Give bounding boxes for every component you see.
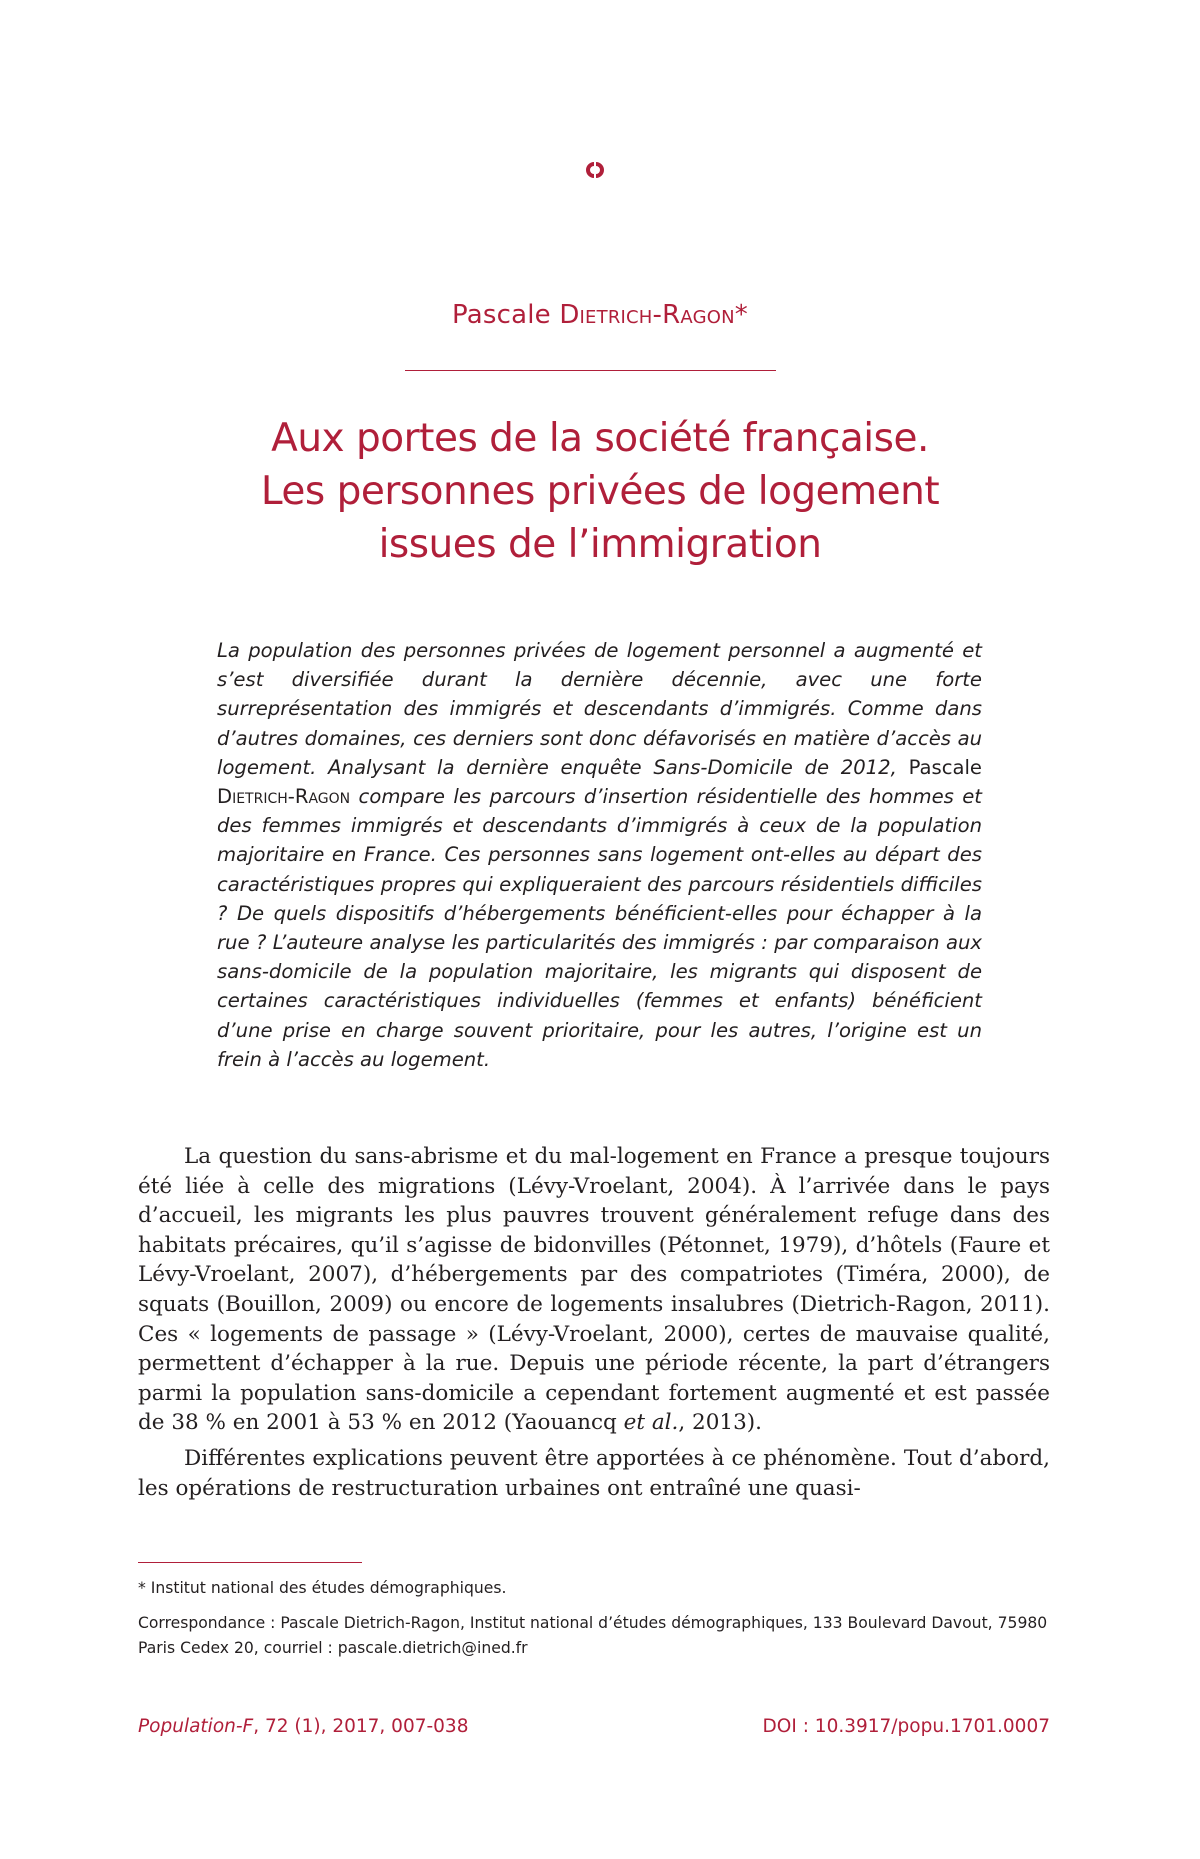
abstract-text-part-2: compare les parcours d’insertion résidentielle des hommes et des femmes immigrés et descendants d’immigrés à ceux de la population majoritaire en France. Ces personnes sans logement ont-elles au départ des caractéristiques propres qui expliqueraient des parcours résidentiels difficiles ? De quels dispositifs d’hébergements bénéficient-elles pour échapper à la rue ? L’auteure analyse les particularités des immigrés : par comparaison aux sans-domicile de la population majoritaire, les migrants qui disposent de certaines caractéristiques individuelles (femmes et enfants) bénéficient d’une prise en charge souvent prioritaire, pour les autres, l’origine est un frein à l’accès au logement. (217, 785, 982, 1071)
footer-citation (138, 1716, 468, 1737)
body-paragraph-1 (138, 1142, 1050, 1438)
article-body (138, 1142, 1050, 1503)
footnote-affiliation: * Institut national des études démographiques. (138, 1579, 507, 1597)
footnotes (138, 1576, 1050, 1661)
body-paragraph-1-end: , 2013). (678, 1410, 762, 1436)
footnote-divider (138, 1562, 362, 1563)
title-line-2: Les personnes privées de logement (260, 469, 940, 514)
author-name (0, 300, 1200, 330)
abstract-author-given: Pascale (908, 755, 982, 779)
title-line-3: issues de l’immigration (378, 522, 822, 567)
title-line-1: Aux portes de la société française. (271, 416, 929, 461)
body-paragraph-1-etal: et al. (623, 1410, 679, 1436)
author-family-name: Dietrich-Ragon (559, 300, 735, 330)
footer-citation-details: , 72 (1), 2017, 007-038 (253, 1716, 469, 1737)
footer-doi: DOI : 10.3917/popu.1701.0007 (762, 1716, 1050, 1737)
journal-ornament-icon (585, 160, 605, 180)
article-title (180, 412, 1020, 571)
body-paragraph-2: Différentes explications peuvent être apportées à ce phénomène. Tout d’abord, les opérations de restructuration urbaines ont entraîné une quasi- (138, 1445, 1050, 1501)
author-given-name: Pascale (452, 300, 560, 330)
author-divider (405, 370, 776, 371)
footnote-correspondence: Correspondance : Pascale Dietrich-Ragon, Institut national d’études démographiques, 133 Boulevard Davout, 75980 Paris Cedex 20, courriel : pascale.dietrich@ined.fr (138, 1614, 1048, 1657)
footer-journal-name: Population-F (138, 1716, 254, 1737)
author-footnote-mark: * (734, 300, 748, 330)
abstract-text-part-1: La population des personnes privées de logement personnel a augmenté et s’est diversifiée durant la dernière décennie, avec une forte surreprésentation des immigrés et descendants d’immigrés. Comme dans d’autres domaines, ces derniers sont donc défavorisés en matière d’accès au logement. Analysant la dernière enquête Sans-Domicile de 2012, (217, 639, 982, 779)
abstract (217, 636, 982, 1074)
body-paragraph-1-text: La question du sans-abrisme et du mal-logement en France a presque toujours été liée à celle des migrations (Lévy-Vroelant, 2004). À l’arrivée dans le pays d’accueil, les migrants les plus pauvres trouvent généralement refuge dans des habitats précaires, qu’il s’agisse de bidonvilles (Pétonnet, 1979), d’hôtels (Faure et Lévy-Vroelant, 2007), d’hébergements par des compatriotes (Timéra, 2000), de squats (Bouillon, 2009) ou encore de logements insalubres (Dietrich-Ragon, 2011). Ces « logements de passage » (Lévy-Vroelant, 2000), certes de mauvaise qualité, permettent d’échapper à la rue. Depuis une période récente, la part d’étrangers parmi la population sans-domicile a cependant fortement augmenté et est passée de 38 % en 2001 à 53 % en 2012 (Yaouancq (138, 1144, 1050, 1436)
abstract-author-family: Dietrich-Ragon (217, 785, 351, 809)
